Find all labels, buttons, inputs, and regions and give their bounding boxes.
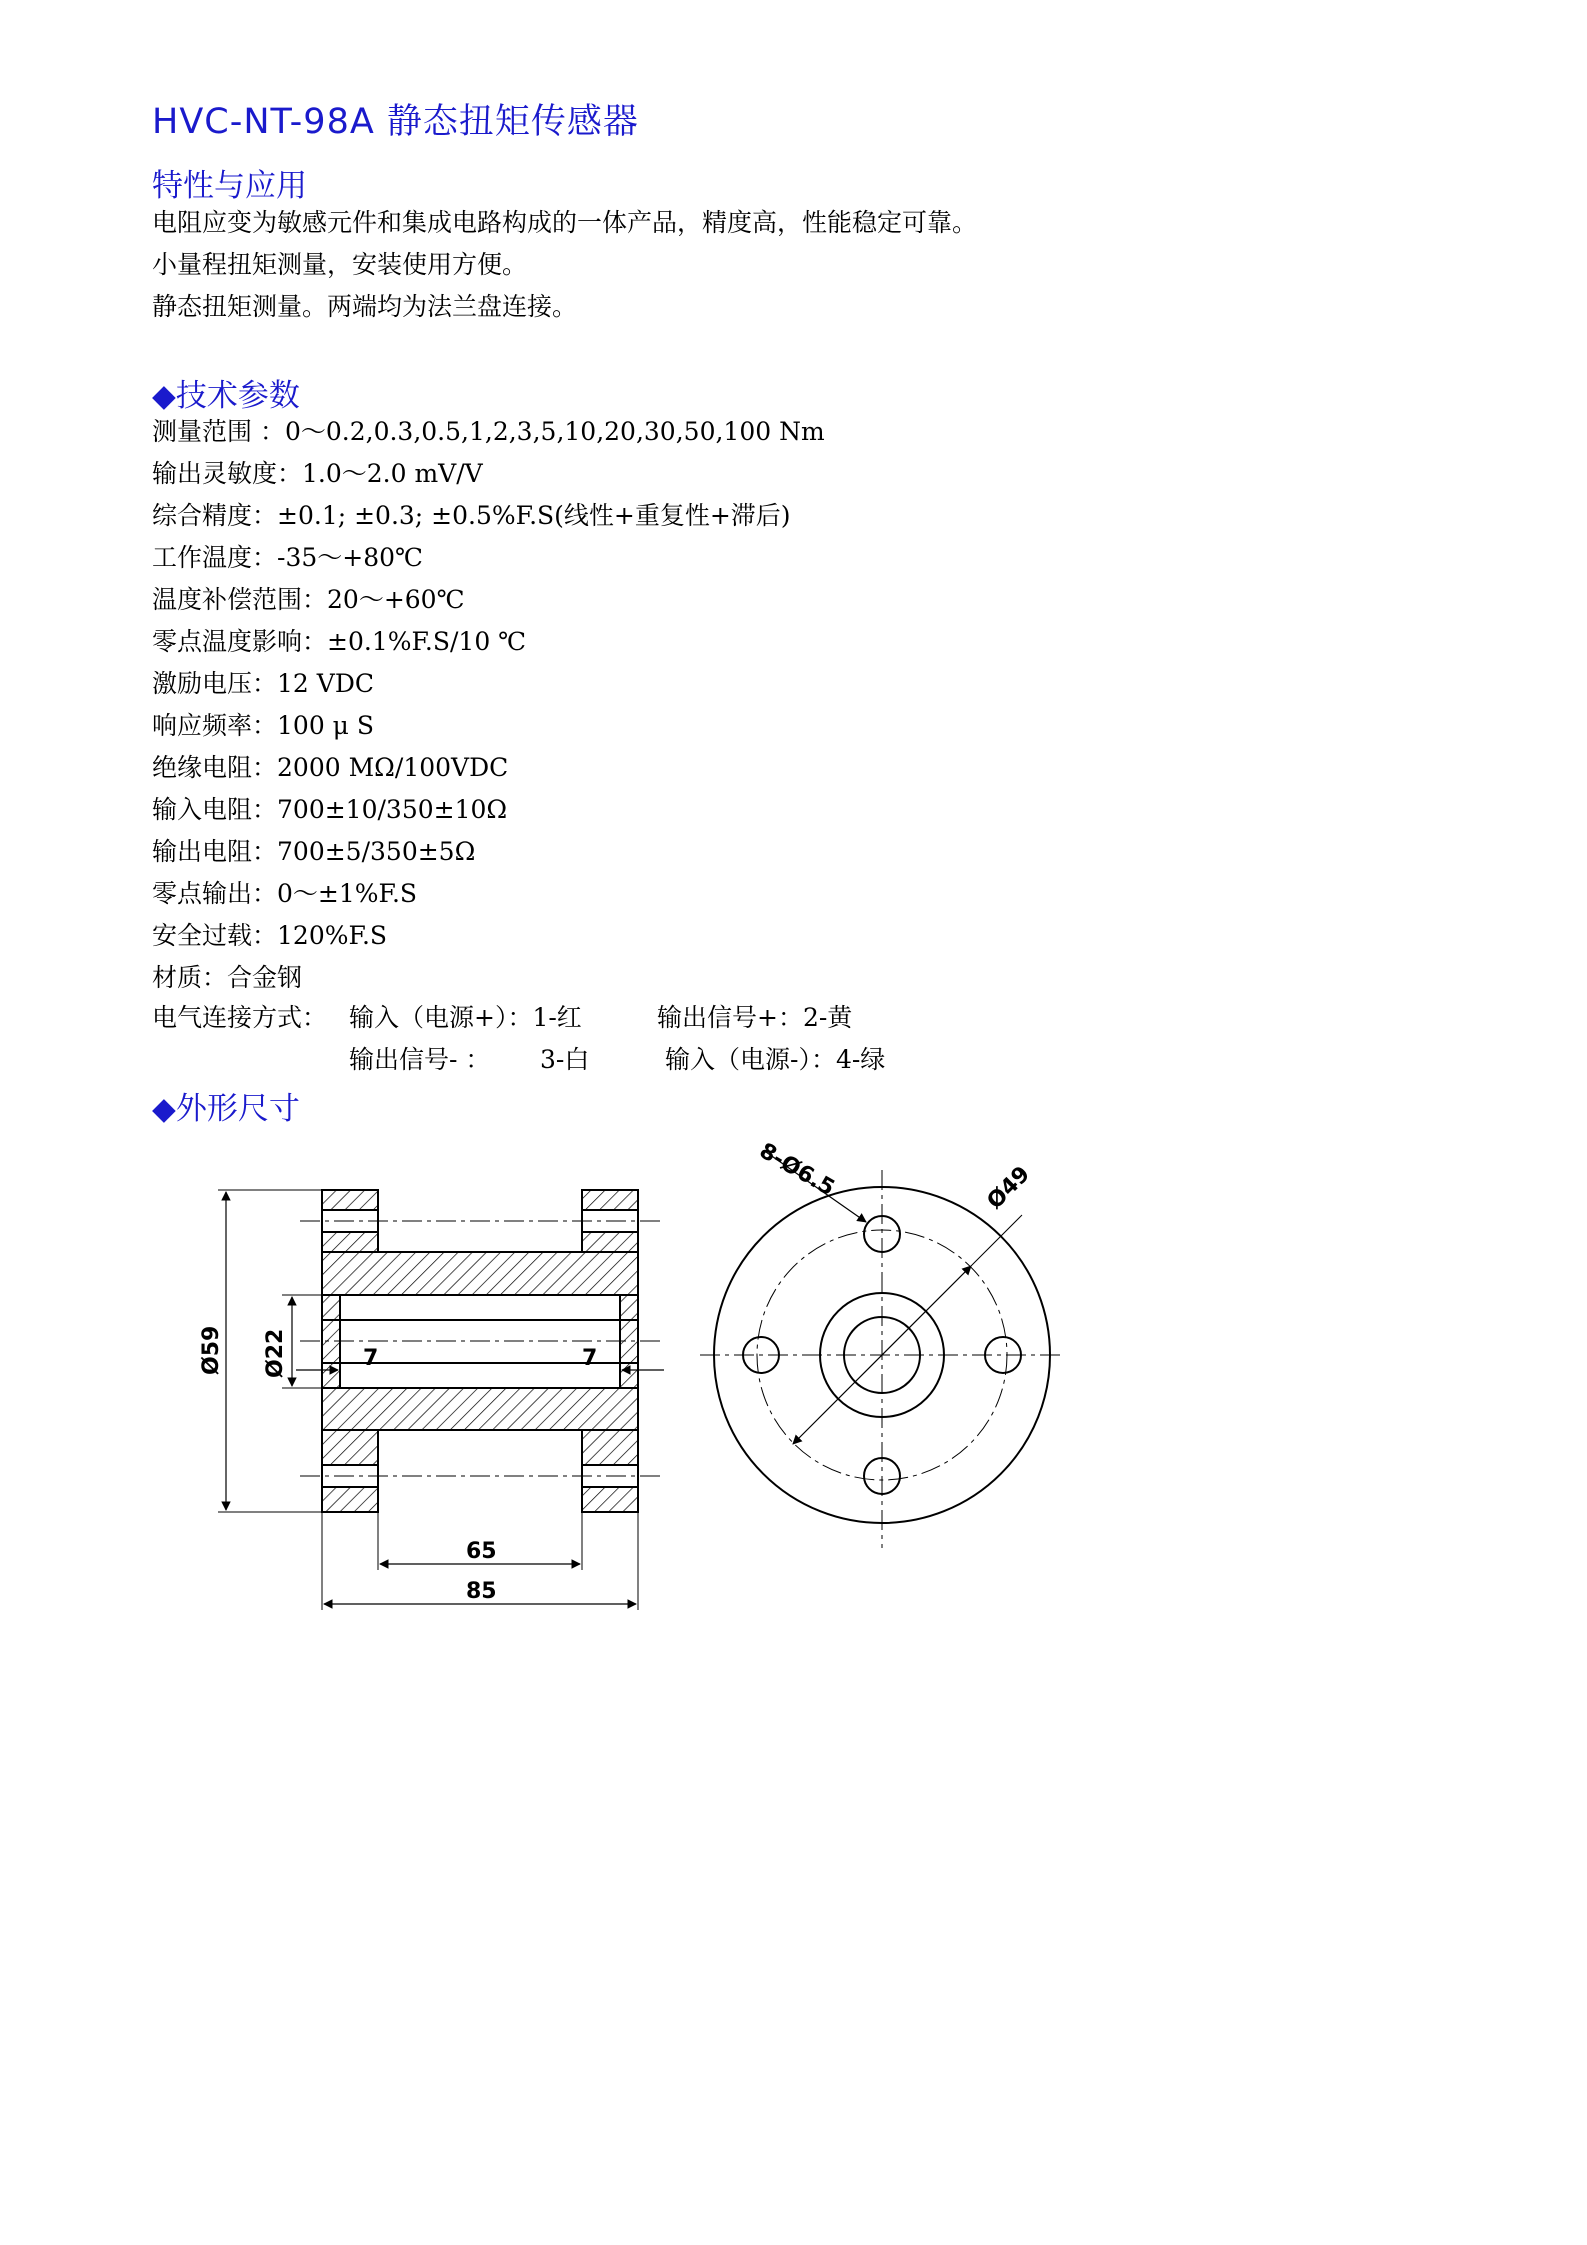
- spec-row: [152, 416, 825, 448]
- spec-row: [152, 836, 475, 868]
- dim-85: 85: [466, 1579, 497, 1604]
- connection-item: 输出信号+：2-黄: [657, 1003, 853, 1032]
- connection-item: 输入（电源-）：4-绿: [665, 1045, 886, 1074]
- spec-value: 700±10/350±10Ω: [277, 795, 508, 824]
- spec-value: -35～+80℃: [277, 543, 423, 572]
- spec-label: 响应频率：: [152, 711, 278, 740]
- spec-label: 测量范围 ：: [152, 417, 285, 446]
- spec-label: 输入电阻：: [152, 795, 278, 824]
- dim-holes: 8-Ø6.5: [755, 1138, 839, 1202]
- spec-label: 安全过载：: [152, 921, 278, 950]
- spec-label: 绝缘电阻：: [152, 753, 278, 782]
- side-view: [218, 1190, 664, 1610]
- spec-row: [152, 710, 374, 742]
- dim-left-7: 7: [363, 1346, 379, 1371]
- spec-row: [152, 542, 423, 574]
- feature-line: 静态扭矩测量。两端均为法兰盘连接。: [152, 292, 578, 321]
- spec-label: 输出电阻：: [152, 837, 278, 866]
- spec-row: [152, 500, 791, 532]
- connection-item: 3-白: [540, 1045, 590, 1074]
- dim-d22: Ø22: [263, 1328, 288, 1378]
- spec-label: 激励电压：: [152, 669, 278, 698]
- connection-label: 电气连接方式：: [152, 1003, 328, 1032]
- spec-value: 2000 MΩ/100VDC: [277, 753, 509, 782]
- spec-label: 输出灵敏度：: [152, 459, 303, 488]
- spec-value: ±0.1; ±0.3; ±0.5%F.S(线性+重复性+滞后): [277, 501, 791, 530]
- spec-label: 工作温度：: [152, 543, 278, 572]
- spec-value: 100 μ S: [277, 711, 375, 740]
- front-view: [700, 1152, 1064, 1548]
- dim-d59: Ø59: [199, 1325, 224, 1375]
- spec-row: [152, 962, 302, 994]
- spec-value: 合金钢: [227, 963, 303, 992]
- spec-row: [152, 878, 417, 910]
- spec-row: [152, 458, 483, 490]
- spec-value: 1.0～2.0 mV/V: [302, 459, 483, 488]
- spec-row: [152, 752, 508, 784]
- spec-row: [152, 668, 374, 700]
- spec-row: [152, 626, 526, 658]
- dim-65: 65: [466, 1539, 497, 1564]
- spec-value: 12 VDC: [277, 669, 375, 698]
- spec-label: 温度补偿范围：: [152, 585, 328, 614]
- spec-value: 120%F.S: [277, 921, 388, 950]
- features-heading: 特性与应用: [152, 168, 307, 204]
- spec-label: 综合精度：: [152, 501, 278, 530]
- specs-heading: ◆技术参数: [152, 378, 300, 414]
- connection-item: 输入（电源+）：1-红: [349, 1003, 582, 1032]
- page-title: HVC-NT-98A 静态扭矩传感器: [152, 102, 639, 142]
- dim-right-7: 7: [582, 1346, 598, 1371]
- spec-label: 材质：: [152, 963, 228, 992]
- dim-d49: Ø49: [982, 1161, 1036, 1215]
- spec-label: 零点温度影响：: [152, 627, 328, 656]
- spec-value: ±0.1%F.S/10 ℃: [327, 627, 527, 656]
- feature-line: 小量程扭矩测量，安装使用方便。: [152, 250, 528, 279]
- spec-value: 0～±1%F.S: [277, 879, 418, 908]
- connection-row: [152, 1002, 327, 1034]
- dimensions-heading: ◆外形尺寸: [152, 1091, 300, 1127]
- connection-item: 输出信号- ：: [349, 1045, 491, 1074]
- spec-label: 零点输出：: [152, 879, 278, 908]
- spec-value: 20～+60℃: [327, 585, 465, 614]
- spec-row: [152, 920, 387, 952]
- dimension-drawing: [0, 1130, 1587, 1690]
- spec-value: 0～0.2,0.3,0.5,1,2,3,5,10,20,30,50,100 Nm: [284, 417, 825, 446]
- spec-row: [152, 794, 507, 826]
- spec-value: 700±5/350±5Ω: [277, 837, 476, 866]
- spec-row: [152, 584, 465, 616]
- feature-line: 电阻应变为敏感元件和集成电路构成的一体产品，精度高，性能稳定可靠。: [152, 208, 978, 237]
